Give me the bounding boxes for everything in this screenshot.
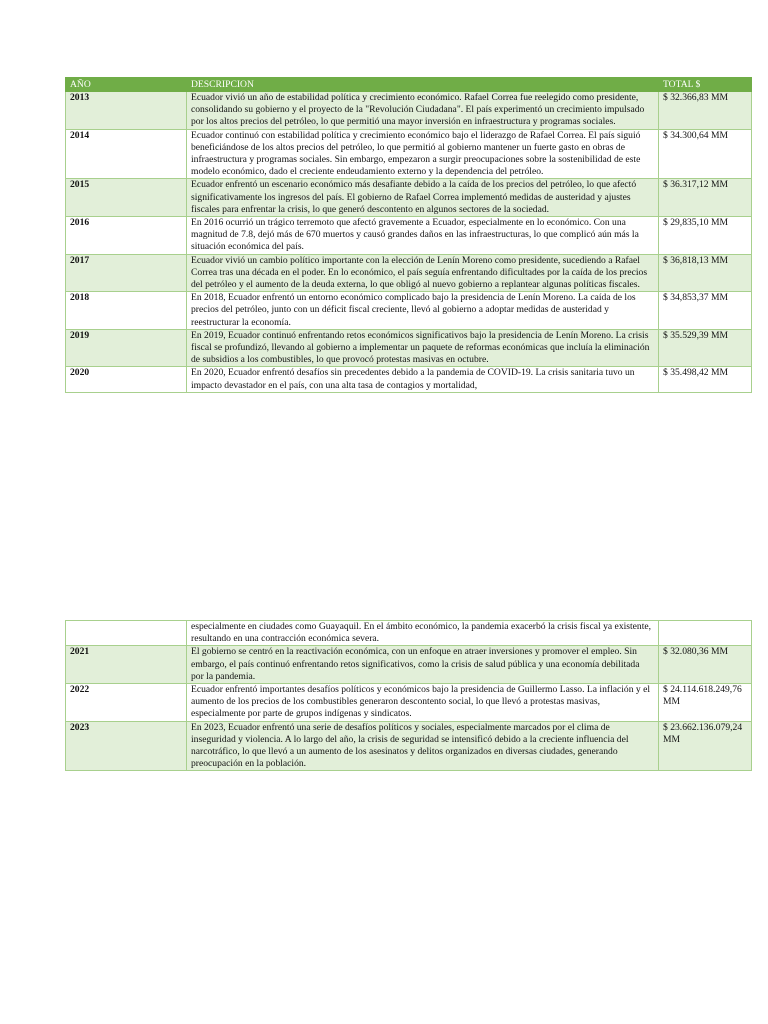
row-description: Ecuador vivió un cambio político importante con la elección de Lenín Moreno como presidente, sucediendo a Rafael Correa tras una década en el poder. En lo económico, el país seguía enfrentando dificultades por la caída de los precios del petróleo y el aumento de la deuda externa, lo que obligó al nuevo gobierno a replantear algunas políticas fiscales. xyxy=(187,254,659,292)
table-row xyxy=(66,92,752,130)
row-description: El gobierno se centró en la reactivación económica, con un enfoque en atraer inversiones y promover el empleo. Sin embargo, el país continuó enfrentando retos significativos, como la crisis de salud pública y una economía debilitada por la pandemia. xyxy=(187,646,659,684)
row-description: En 2019, Ecuador continuó enfrentando retos económicos significativos bajo la presidencia de Lenín Moreno. La crisis fiscal se profundizó, llevando al gobierno a implementar un paquete de reformas económicas que incluía la eliminación de subsidios a los combustibles, lo que provocó protestas masivas en octubre. xyxy=(187,329,659,367)
table-row xyxy=(66,217,752,255)
header-year: AÑO xyxy=(66,78,187,92)
row-description: En 2016 ocurrió un trágico terremoto que afectó gravemente a Ecuador, especialmente en lo económico. Con una magnitud de 7.8, dejó más de 670 muertos y causó grandes daños en las infraestructuras, lo que complicó aún más la situación económica del país. xyxy=(187,217,659,255)
table-row xyxy=(66,621,752,646)
row-description: Ecuador enfrentó un escenario económico más desafiante debido a la caída de los precios del petróleo, lo que afectó significativamente los ingresos del país. El gobierno de Rafael Correa implementó medidas de austeridad y ajustes fiscales para enfrentar la crisis, lo que generó descontento en algunos sectores de la sociedad. xyxy=(187,179,659,217)
row-year: 2016 xyxy=(66,217,187,255)
table-row xyxy=(66,129,752,179)
row-year xyxy=(66,621,187,646)
row-description: Ecuador continuó con estabilidad política y crecimiento económico bajo el liderazgo de Rafael Correa. El país siguió beneficiándose de los altos precios del petróleo, lo que permitió al gobierno mantener un fuerte gasto en obras de infraestructura y programas sociales. Sin embargo, empezaron a surgir preocupaciones sobre la sostenibilidad de este modelo económico, dado el creciente endeudamiento externo y la dependencia del petróleo. xyxy=(187,129,659,179)
row-description: especialmente en ciudades como Guayaquil. En el ámbito económico, la pandemia exacerbó la crisis fiscal ya existente, resultando en una contracción económica severa. xyxy=(187,621,659,646)
row-total: $ 34.300,64 MM xyxy=(659,129,752,179)
row-year: 2015 xyxy=(66,179,187,217)
row-year: 2023 xyxy=(66,721,187,771)
row-description: En 2020, Ecuador enfrentó desafíos sin precedentes debido a la pandemia de COVID-19. La crisis sanitaria tuvo un impacto devastador en el país, con una alta tasa de contagios y mortalidad, xyxy=(187,367,659,392)
economic-history-table-continued xyxy=(65,620,752,771)
row-year: 2013 xyxy=(66,92,187,130)
header-description: DESCRIPCION xyxy=(187,78,659,92)
row-total: $ 34,853,37 MM xyxy=(659,292,752,330)
row-total: $ 32.080,36 MM xyxy=(659,646,752,684)
row-year: 2022 xyxy=(66,684,187,722)
table-row xyxy=(66,367,752,392)
row-total xyxy=(659,621,752,646)
table-header-row xyxy=(66,78,752,92)
header-total: TOTAL $ xyxy=(659,78,752,92)
row-year: 2014 xyxy=(66,129,187,179)
table-row xyxy=(66,721,752,771)
row-total: $ 29,835,10 MM xyxy=(659,217,752,255)
table-row xyxy=(66,179,752,217)
table-row xyxy=(66,646,752,684)
row-total: $ 32.366,83 MM xyxy=(659,92,752,130)
row-description: En 2018, Ecuador enfrentó un entorno económico complicado bajo la presidencia de Lenín Moreno. La caída de los precios del petróleo, junto con un déficit fiscal creciente, llevó al gobierno a adoptar medidas de austeridad y reestructurar la economía. xyxy=(187,292,659,330)
row-total: $ 23.662.136.079,24 MM xyxy=(659,721,752,771)
row-year: 2020 xyxy=(66,367,187,392)
table-row xyxy=(66,254,752,292)
row-total: $ 35.498,42 MM xyxy=(659,367,752,392)
row-total: $ 35.529,39 MM xyxy=(659,329,752,367)
row-year: 2017 xyxy=(66,254,187,292)
row-total: $ 36.317,12 MM xyxy=(659,179,752,217)
table-row xyxy=(66,684,752,722)
row-description: Ecuador enfrentó importantes desafíos políticos y económicos bajo la presidencia de Guillermo Lasso. La inflación y el aumento de los precios de los combustibles generaron descontento social, lo que llevó a protestas masivas, especialmente por parte de grupos indígenas y sindicatos. xyxy=(187,684,659,722)
table-row xyxy=(66,292,752,330)
row-year: 2021 xyxy=(66,646,187,684)
row-total: $ 36,818,13 MM xyxy=(659,254,752,292)
row-total: $ 24.114.618.249,76 MM xyxy=(659,684,752,722)
row-year: 2018 xyxy=(66,292,187,330)
row-description: Ecuador vivió un año de estabilidad política y crecimiento económico. Rafael Correa fue reelegido como presidente, consolidando su gobierno y el proyecto de la "Revolución Ciudadana". El país experimentó un crecimiento impulsado por los altos precios del petróleo, lo que permitió una mayor inversión en infraestructura y programas sociales. xyxy=(187,92,659,130)
row-year: 2019 xyxy=(66,329,187,367)
economic-history-table xyxy=(65,77,752,393)
table-row xyxy=(66,329,752,367)
row-description: En 2023, Ecuador enfrentó una serie de desafíos políticos y sociales, especialmente marcados por el clima de inseguridad y violencia. A lo largo del año, la crisis de seguridad se intensificó debido a la creciente influencia del narcotráfico, lo que llevó a un aumento de los asesinatos y delitos organizados en diversas ciudades, generando preocupación en la población. xyxy=(187,721,659,771)
